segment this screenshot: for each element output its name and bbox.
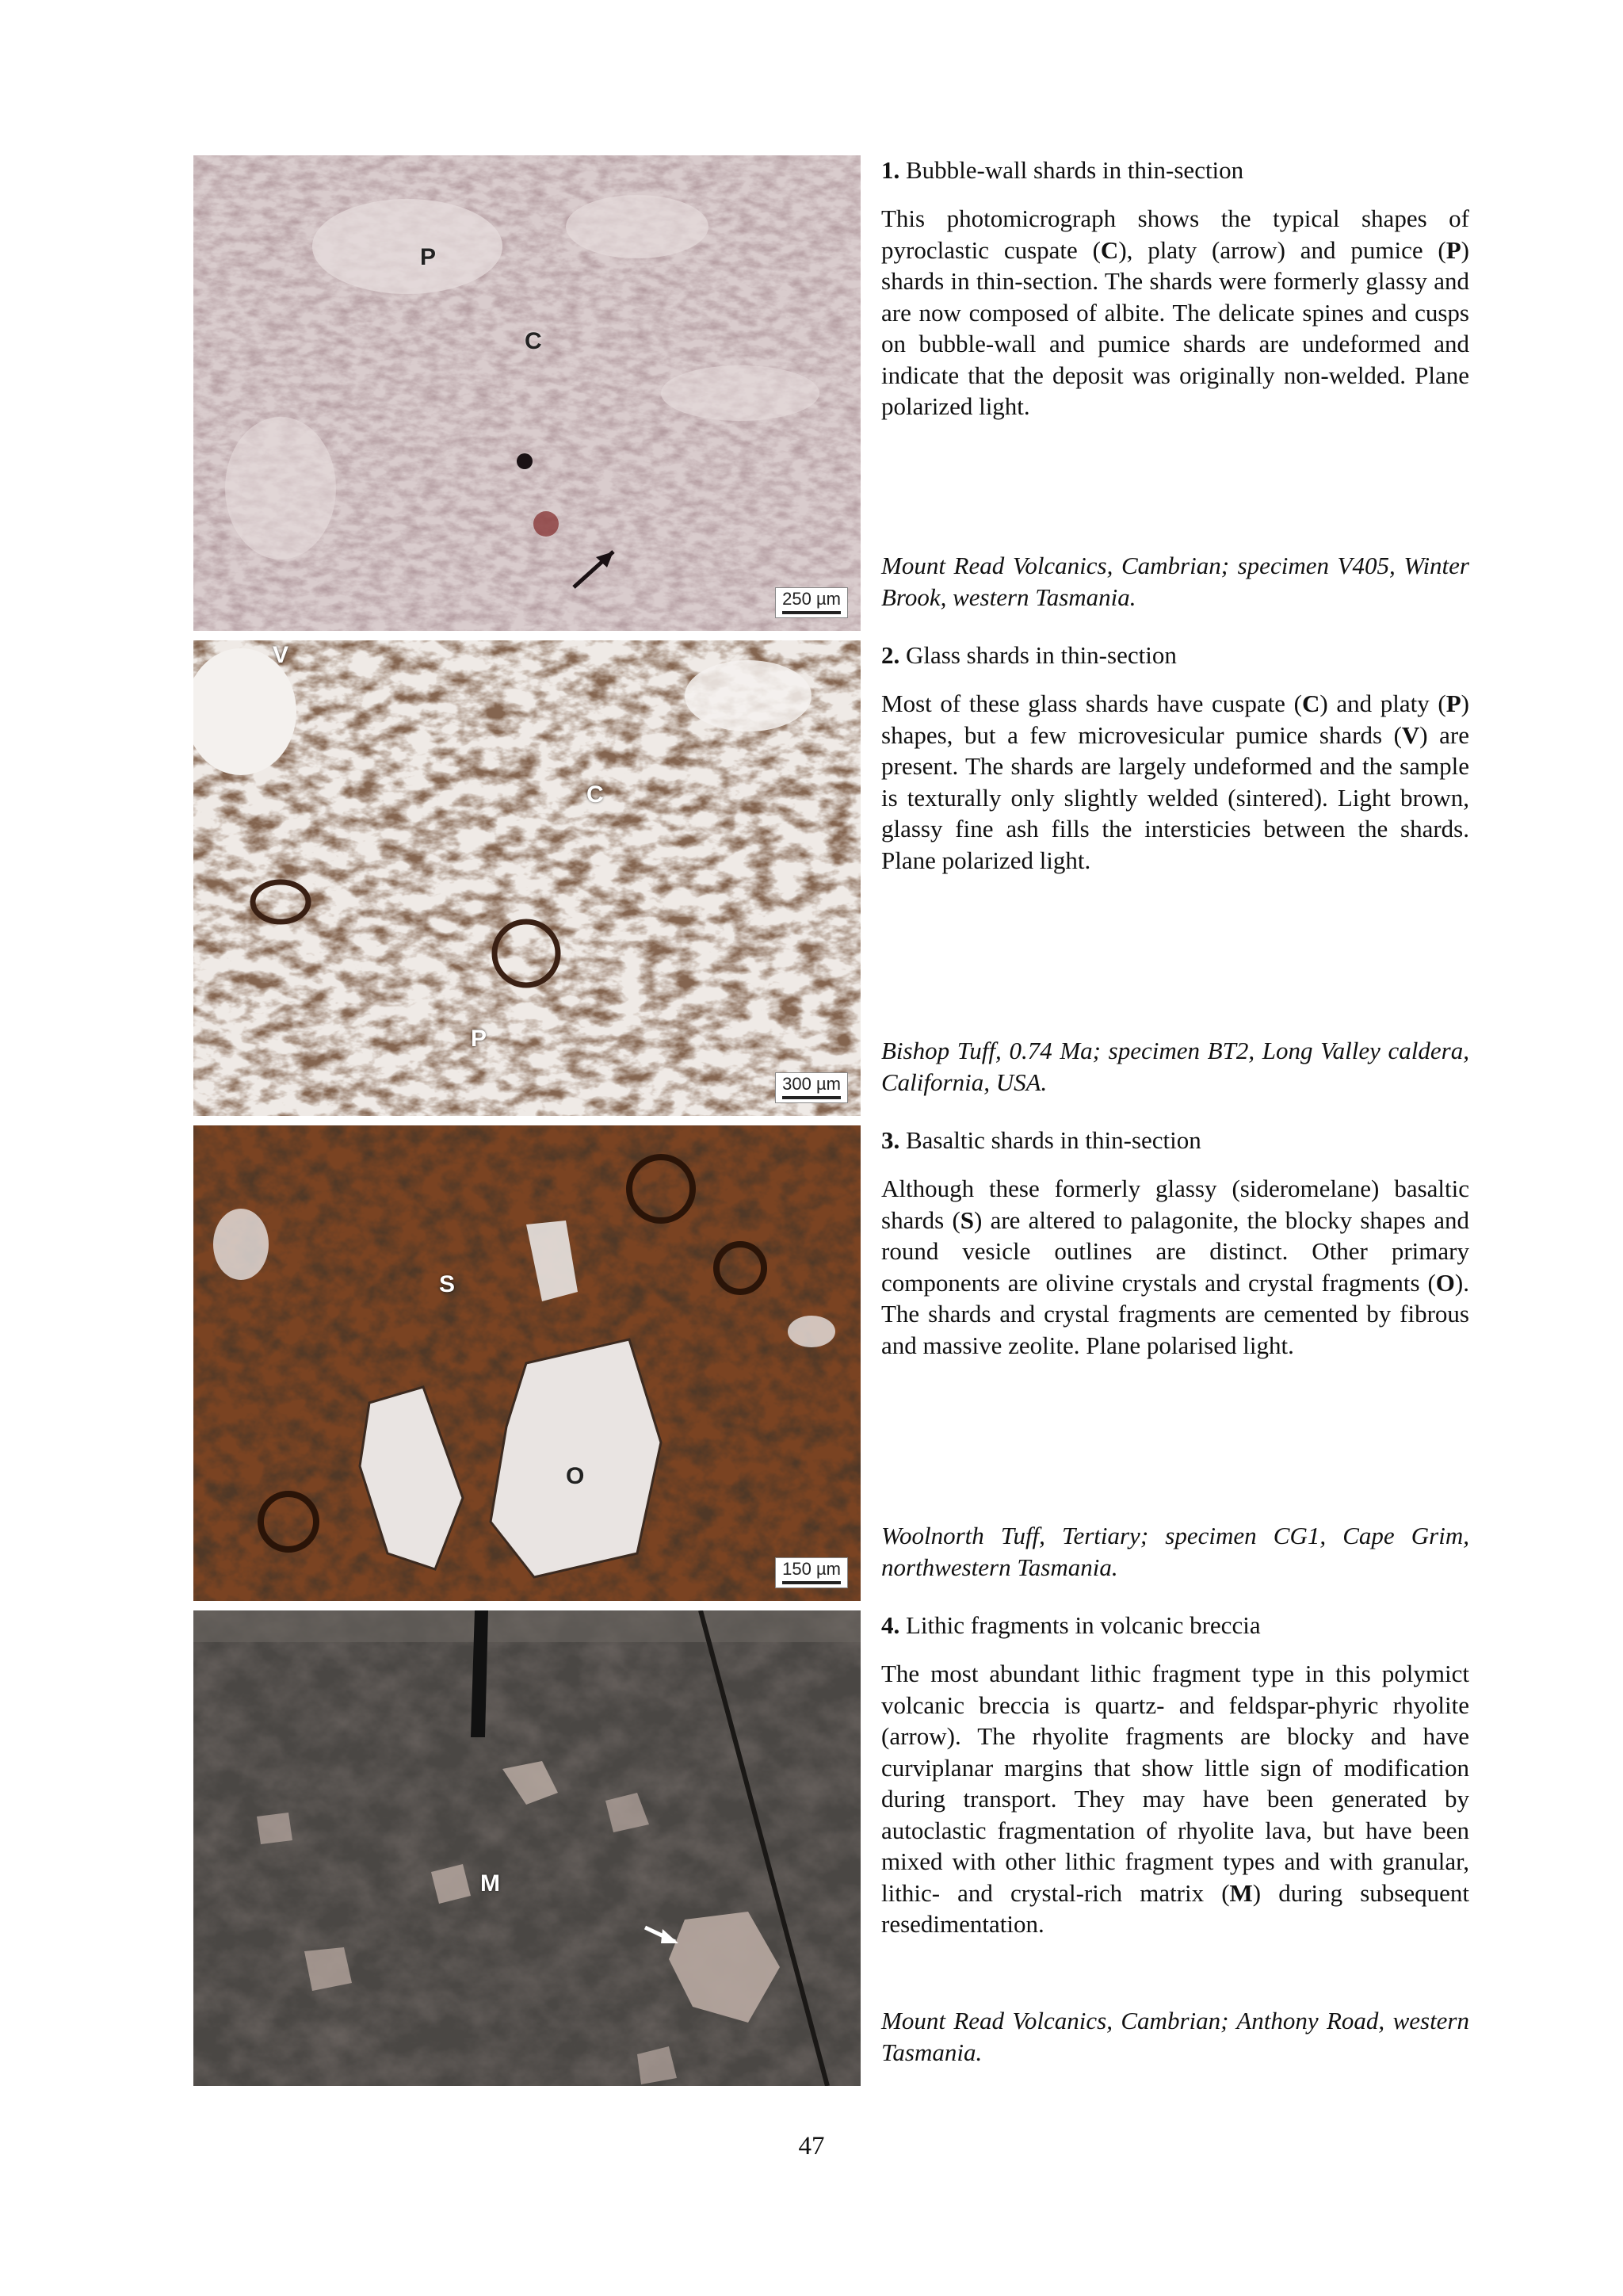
body-text-run: This photomicrograph shows the typical shapes of pyroclastic cuspate ( <box>881 204 1469 264</box>
plate-3-caption <box>881 1125 1469 1601</box>
plate-3-title <box>881 1125 1469 1156</box>
plate-3 <box>193 1125 1469 1601</box>
body-text-run: ) during subsequent resedimentation. <box>881 1878 1469 1938</box>
plate-3-number: 3. <box>881 1126 900 1154</box>
plate-3-body <box>881 1173 1469 1361</box>
plate-2-scale-line <box>782 1096 841 1099</box>
symbol-label: P <box>1445 235 1461 264</box>
plate-1-scale-text: 250 µm <box>782 589 841 609</box>
plate-1-scale-line <box>782 611 841 614</box>
plate-3-image <box>193 1125 861 1601</box>
plate-3-title-text: Basaltic shards in thin-section <box>906 1126 1201 1154</box>
symbol-label: V <box>1401 720 1420 749</box>
plate-3-scale-text: 150 µm <box>782 1559 841 1579</box>
symbol-label: M <box>1229 1878 1253 1907</box>
plate-2-source: Bishop Tuff, 0.74 Ma; specimen BT2, Long Valley caldera, California, USA. <box>881 1037 1469 1096</box>
plate-4-title <box>881 1610 1469 1641</box>
plate-3-scale-bar <box>775 1557 848 1588</box>
page-number: 47 <box>798 2132 825 2160</box>
body-text-run: ) shards in thin-section. The shards were formerly glassy and are now composed of albite. The delicate spines and cusps on bubble-wall and pumice shards are undeformed and indicate that the deposit was originally non-welded. Plane polarized light. <box>881 235 1469 420</box>
body-text-run: ). The shards and crystal fragments are cemented by fibrous and massive zeolite. Plane polarised light. <box>881 1268 1469 1359</box>
plate-2-title-text: Glass shards in thin-section <box>906 641 1177 669</box>
plate-4-label-m: M <box>480 1870 500 1897</box>
body-text-run: ) and platy ( <box>1319 690 1446 717</box>
plate-4 <box>193 1610 1469 2086</box>
plate-1-caption <box>881 155 1469 631</box>
plate-4-outcrop-photo <box>193 1610 861 2086</box>
plate-3-photomicrograph <box>193 1125 861 1601</box>
body-text-run: ), platy (arrow) and pumice ( <box>1118 235 1446 264</box>
symbol-label: O <box>1435 1268 1455 1297</box>
plate-3-label-o: O <box>566 1463 585 1489</box>
plate-2-label-p: P <box>471 1026 487 1052</box>
plate-1-label-c: C <box>525 328 542 354</box>
plate-2-image <box>193 640 861 1116</box>
symbol-label: C <box>1301 690 1320 717</box>
plate-2-scale-bar <box>775 1072 848 1103</box>
plate-2-scale-text: 300 µm <box>782 1074 841 1094</box>
plate-2-label-c: C <box>586 781 604 808</box>
plate-1-title <box>881 155 1469 185</box>
plate-2-title <box>881 640 1469 670</box>
plate-2 <box>193 640 1469 1116</box>
plate-4-title-text: Lithic fragments in volcanic breccia <box>906 1611 1261 1639</box>
plate-1-image <box>193 155 861 631</box>
plate-1-source: Mount Read Volcanics, Cambrian; specimen V405, Winter Brook, western Tasmania. <box>881 552 1469 611</box>
symbol-label: S <box>960 1205 975 1234</box>
body-text-run: ) are altered to palagonite, the blocky shapes and round vesicle outlines are distinct. Other primary components are olivine crystals and crystal fragments ( <box>881 1205 1469 1297</box>
plate-4-body <box>881 1658 1469 1940</box>
body-text-run: ) are present. The shards are largely undeformed and the sample is texturally only slightly welded (sintered). Light brown, glassy fine ash fills the intersticies between the shards. Plane polarized light. <box>881 720 1469 874</box>
plate-2-caption <box>881 640 1469 1116</box>
plate-1 <box>193 155 1469 631</box>
symbol-label: C <box>1100 235 1119 264</box>
symbol-label: P <box>1445 690 1461 717</box>
plate-2-number: 2. <box>881 641 900 669</box>
plate-2-photomicrograph <box>193 640 861 1116</box>
body-text-run: Most of these glass shards have cuspate ( <box>881 690 1302 717</box>
plate-4-caption <box>881 1610 1469 2086</box>
plate-1-title-text: Bubble-wall shards in thin-section <box>906 156 1244 184</box>
plate-1-photomicrograph <box>193 155 861 631</box>
plate-2-label-v: V <box>273 642 289 668</box>
plate-2-body <box>881 688 1469 876</box>
body-text-run: ) shapes, but a few microvesicular pumice shards ( <box>881 690 1469 749</box>
plate-1-label-p: P <box>420 244 437 270</box>
plate-4-image <box>193 1610 861 2086</box>
plate-3-source: Woolnorth Tuff, Tertiary; specimen CG1, Cape Grim, northwestern Tasmania. <box>881 1522 1469 1581</box>
plate-4-source: Mount Read Volcanics, Cambrian; Anthony Road, western Tasmania. <box>881 2007 1469 2066</box>
body-text-run: The most abundant lithic fragment type in this polymict volcanic breccia is quartz- and feldspar-phyric rhyolite (arrow). The rhyolite fragments are blocky and have curviplanar margins that show little sign of modification during transport. They may have been generated by autoclastic fragmentation of rhyolite lava, but have been mixed with other lithic fragment types and with granular, lithic- and crystal-rich matrix ( <box>881 1660 1469 1907</box>
plate-4-number: 4. <box>881 1611 900 1639</box>
plate-3-label-s: S <box>439 1271 456 1297</box>
plate-1-body <box>881 203 1469 422</box>
body-text-run: Although these formerly glassy (sideromelane) basaltic shards ( <box>881 1175 1469 1234</box>
plate-1-scale-bar <box>775 587 848 618</box>
plate-1-number: 1. <box>881 156 900 184</box>
plate-3-scale-line <box>782 1581 841 1584</box>
